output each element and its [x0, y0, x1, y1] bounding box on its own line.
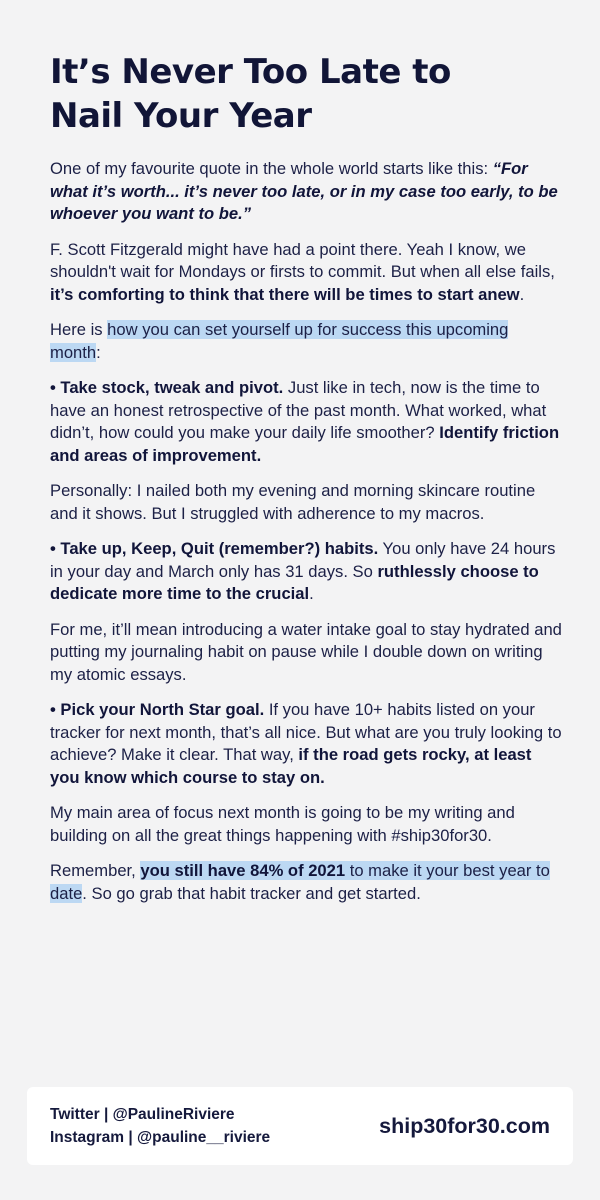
bullet-bold-end: ruthlessly choose to dedicate more time to the crucial [50, 561, 539, 603]
fitzgerald-end: . [519, 284, 525, 304]
closing-before: Remember, [50, 861, 141, 880]
essay [50, 50, 562, 918]
water-intake-paragraph: For me, it’ll mean introducing a water intake goal to stay hydrated and putting my journaling habit on pause while I double down on writing my atomic essays. [50, 619, 562, 684]
bullet-take-stock [50, 377, 562, 467]
skincare-paragraph: Personally: I nailed both my evening and morning skincare routine and it shows. But I struggled with adherence to my macros. [50, 481, 536, 523]
setup-highlight: how you can set yourself up for success this upcoming month [50, 320, 509, 362]
closing-paragraph [50, 860, 562, 905]
focus-paragraph: My main area of focus next month is going to be my writing and building on all the great things happening with #ship30for30. [50, 803, 515, 845]
bullet-bold-end: Identify friction and areas of improvement. [50, 423, 560, 465]
closing-after: . So go grab that habit tracker and get started. [82, 883, 421, 903]
closing-highlight-bold: you still have 84% of 2021 [140, 861, 346, 880]
intro-paragraph [50, 158, 562, 226]
setup-before: Here is [50, 320, 108, 339]
intro-lead: One of my favourite quote in the whole world starts like this: [50, 159, 489, 178]
fitzgerald-quote: “For what it’s worth... it’s never too late, or in my case too early, to be whoever you want to be.” [50, 159, 558, 223]
bullet-text: You only have 24 hours in your day and March only has 31 days. So [50, 539, 556, 581]
title-line-2: Nail Your Year [50, 96, 312, 136]
essay-title [50, 50, 562, 138]
closing-highlight-text: to make it your best year to date [50, 861, 550, 903]
fitzgerald-paragraph [50, 239, 562, 307]
instagram-handle[interactable]: Instagram | @pauline__riviere [50, 1129, 271, 1146]
setup-paragraph [50, 319, 562, 364]
bullet-habits [50, 538, 562, 606]
bullet-text: If you have 10+ habits listed on your tracker for next month, that’s all nice. But what are you truly looking to achieve? Make it clear. That way, [50, 700, 562, 764]
bullet-text: Just like in tech, now is the time to have an honest retrospective of the past month. What worked, what didn’t, how could you make your daily life smoother? [50, 378, 547, 442]
website-link[interactable]: ship30for30.com [379, 1113, 550, 1138]
bullet-heading: Pick your North Star goal. [60, 700, 265, 719]
title-line-1: It’s Never Too Late to [50, 52, 451, 92]
social-handles [50, 1103, 270, 1149]
bullet-heading: Take up, Keep, Quit (remember?) habits. [60, 539, 379, 558]
bullet-bold-end: if the road gets rocky, at least you know which course to stay on. [50, 745, 532, 787]
setup-after: : [96, 342, 101, 362]
twitter-handle[interactable]: Twitter | @PaulineRiviere [50, 1106, 235, 1123]
bullet-north-star [50, 699, 562, 789]
bullet-marker: • [50, 539, 61, 558]
bullet-heading: Take stock, tweak and pivot. [60, 378, 284, 397]
bullet-marker: • [50, 378, 61, 397]
footer-card [27, 1087, 573, 1165]
fitzgerald-text: F. Scott Fitzgerald might have had a point there. Yeah I know, we shouldn't wait for Mondays or firsts to commit. But when all else fails, [50, 239, 555, 281]
fitzgerald-bold: it’s comforting to think that there will be times to start anew [50, 284, 520, 304]
bullet-marker: • [50, 700, 61, 719]
bullet-end: . [309, 584, 314, 603]
